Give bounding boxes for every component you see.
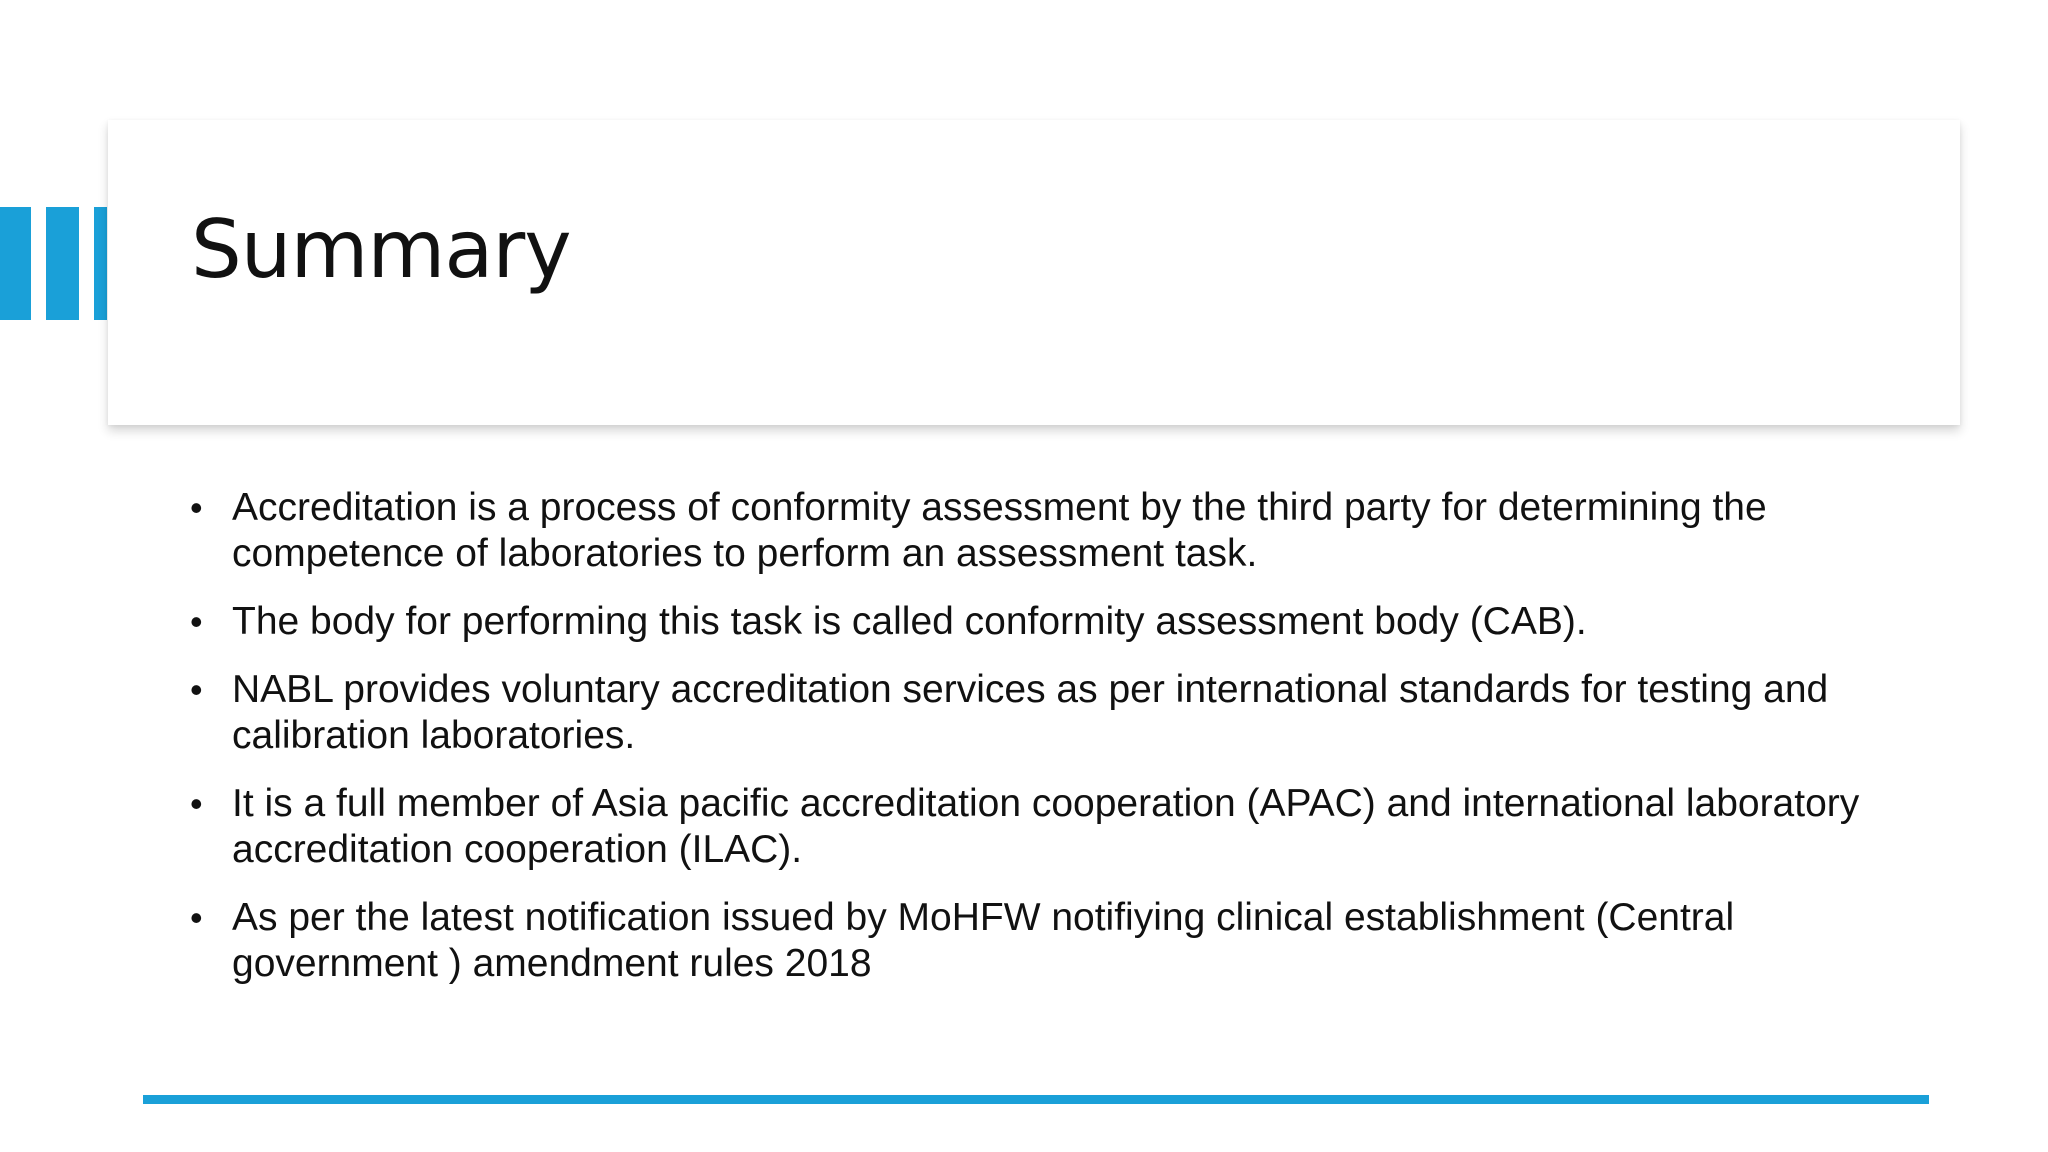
title-card xyxy=(108,120,1960,425)
bullet-icon: • xyxy=(190,897,203,938)
bullet-text: NABL provides voluntary accreditation services as per international standards for testing and calibration laboratories. xyxy=(232,668,1829,757)
bullet-icon: • xyxy=(190,487,203,528)
bullet-item xyxy=(190,485,1910,577)
bullet-item xyxy=(190,667,1910,759)
bullet-item xyxy=(190,599,1910,645)
bottom-divider xyxy=(143,1095,1929,1104)
accent-bar-left xyxy=(0,207,31,320)
bullet-icon: • xyxy=(190,783,203,824)
bullet-icon: • xyxy=(190,601,203,642)
bullet-text: It is a full member of Asia pacific accreditation cooperation (APAC) and international laboratory accreditation cooperation (ILAC). xyxy=(232,782,1860,871)
bullet-icon: • xyxy=(190,669,203,710)
bullet-text: As per the latest notification issued by MoHFW notifiying clinical establishment (Central government ) amendment rules 2018 xyxy=(232,896,1735,985)
bullet-text: Accreditation is a process of conformity assessment by the third party for determining the competence of laboratories to perform an assessment task. xyxy=(232,486,1767,575)
bullet-list xyxy=(190,485,1910,1009)
bullet-item xyxy=(190,781,1910,873)
accent-bar-right xyxy=(94,207,107,320)
bullet-text: The body for performing this task is called conformity assessment body (CAB). xyxy=(232,600,1587,643)
slide-title: Summary xyxy=(191,203,571,296)
bullet-item xyxy=(190,895,1910,987)
accent-bar-middle xyxy=(46,207,79,320)
